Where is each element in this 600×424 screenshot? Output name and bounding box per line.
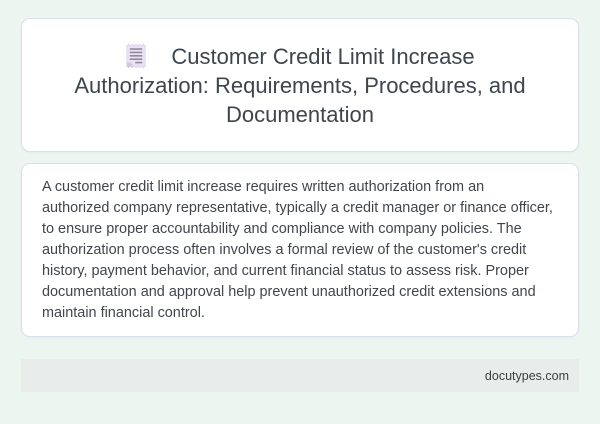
summary-card [21, 163, 579, 337]
page-title [65, 42, 535, 129]
footer-bar [21, 359, 579, 392]
page-title-text: Customer Credit Limit Increase Authorization: Requirements, Procedures, and Documentation [74, 43, 526, 127]
title-card [21, 18, 579, 152]
summary-text: A customer credit limit increase requires written authorization from an authorized company representative, typically a credit manager or finance officer, to ensure proper accountability and compliance with company policies. The authorization process often involves a formal review of the customer's credit history, payment behavior, and current financial status to assess risk. Proper documentation and approval help prevent unauthorized credit extensions and maintain financial control. [42, 179, 553, 321]
receipt-icon [125, 43, 147, 69]
page [0, 18, 600, 424]
site-label: docutypes.com [484, 368, 569, 383]
